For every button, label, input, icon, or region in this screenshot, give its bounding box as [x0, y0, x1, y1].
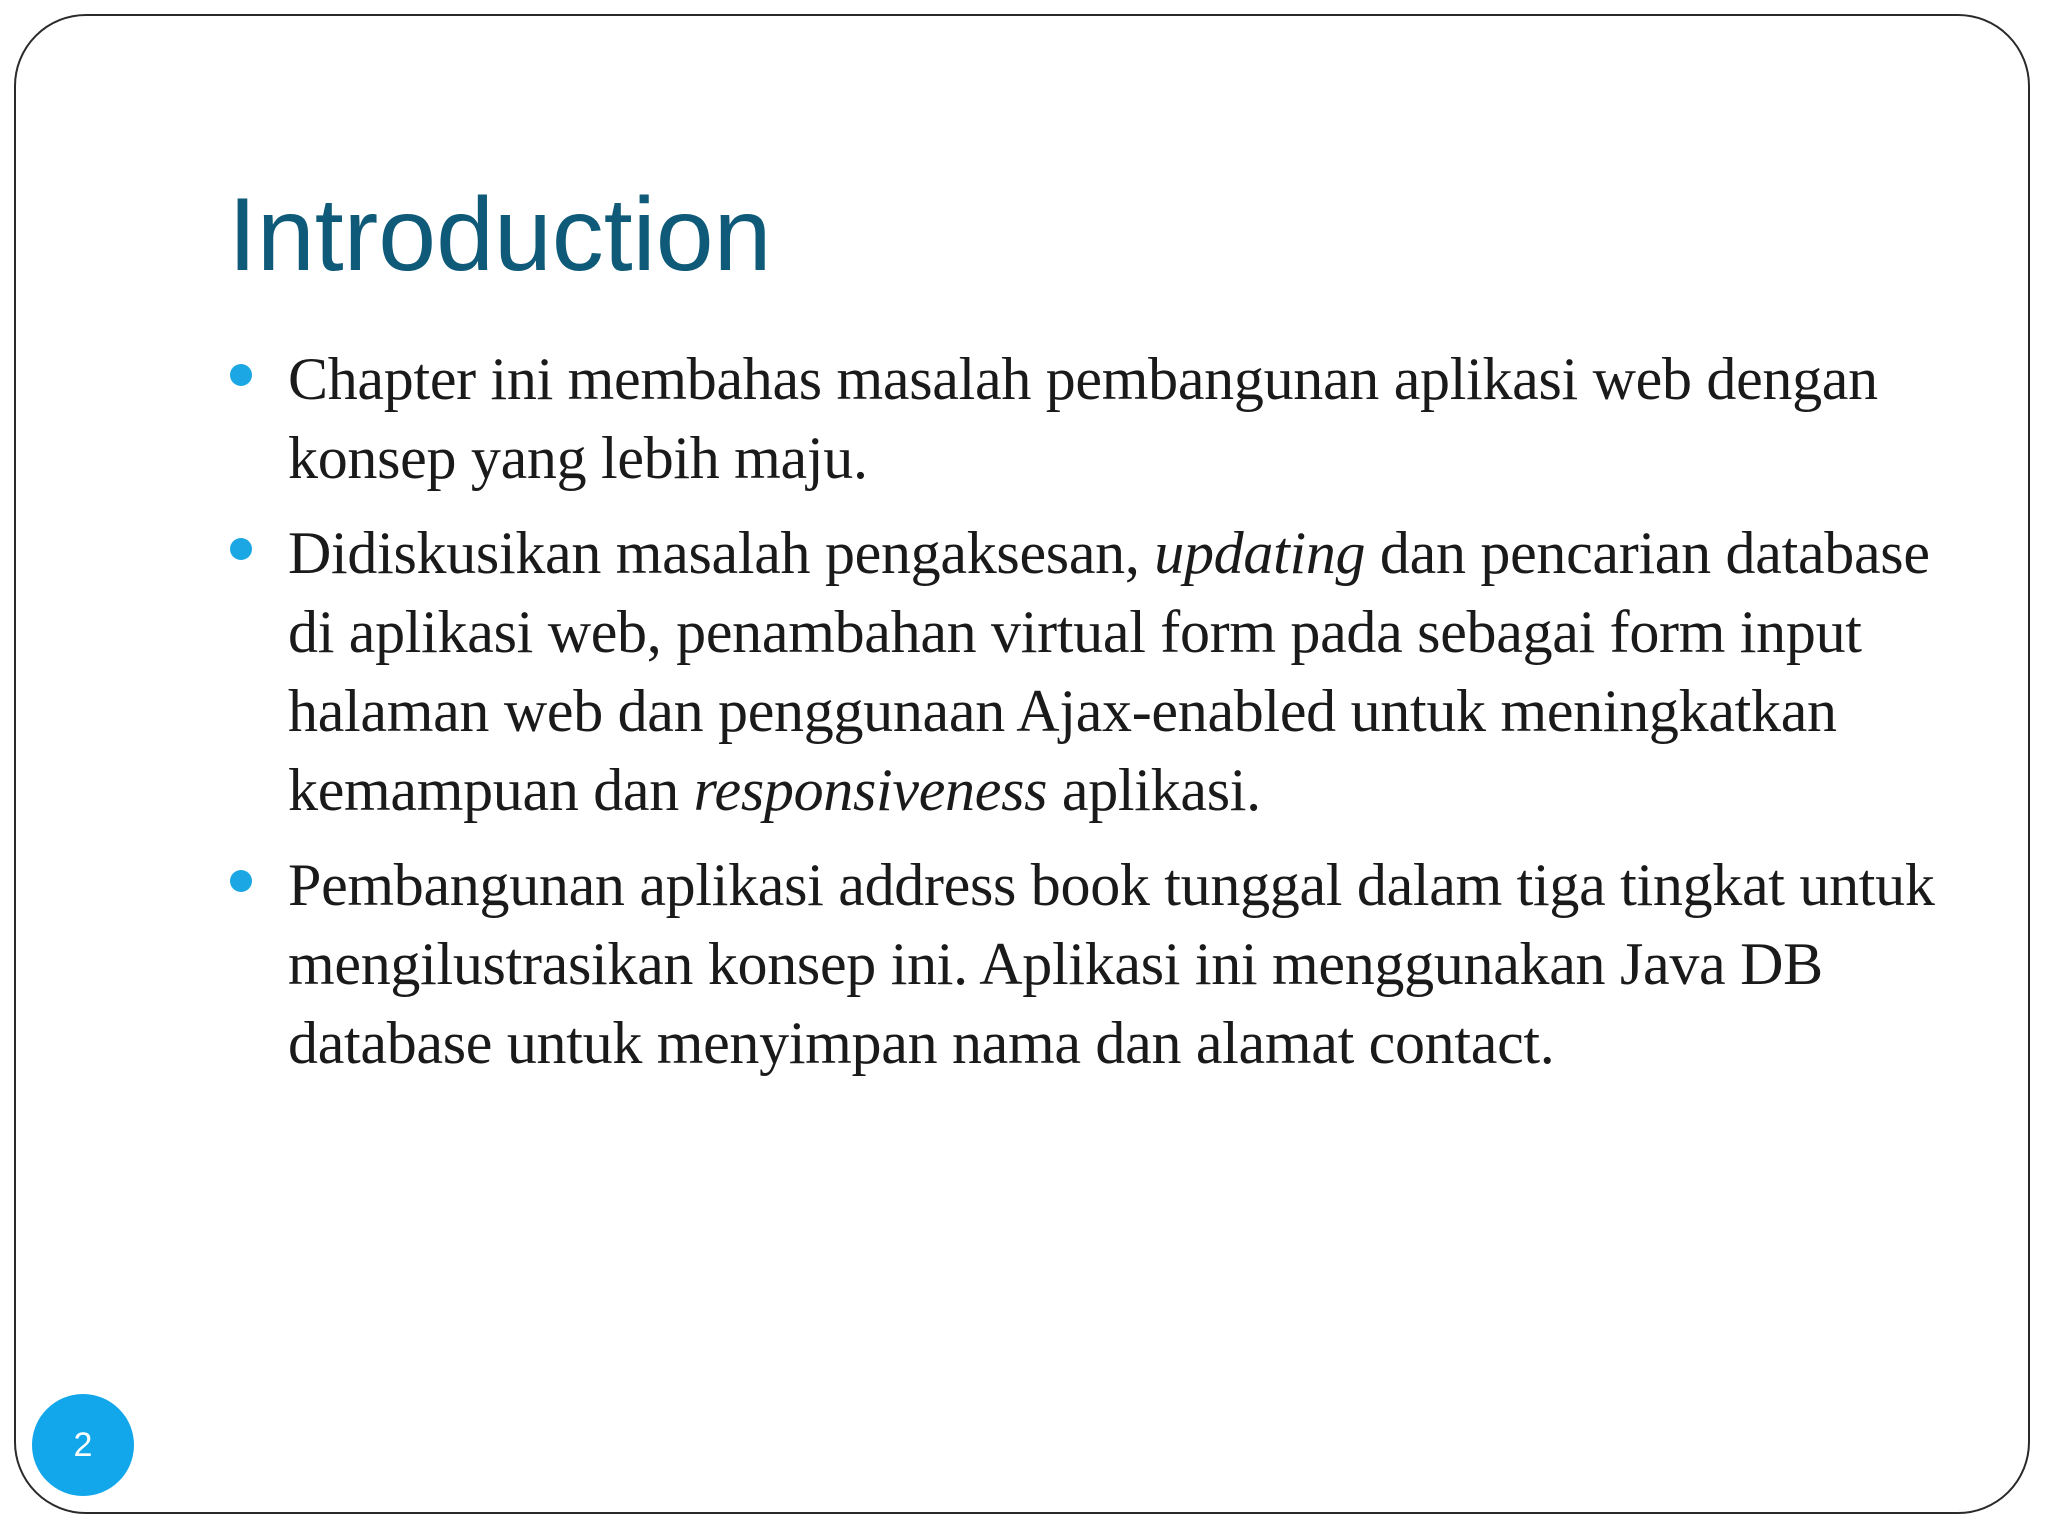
- bullet-text: [288, 846, 1948, 1083]
- bullet-text: [288, 514, 1948, 830]
- page-number-badge: 2: [32, 1394, 134, 1496]
- bullet-text-segment: Pembangunan aplikasi address book tunggal dalam tiga tingkat untuk mengilustrasikan konsep ini. Aplikasi ini menggunakan Java DB database untuk menyimpan nama dan alamat contact.: [288, 852, 1935, 1076]
- bullet-text-segment: dan pencarian database di aplikasi web, penambahan virtual form pada sebagai form input halaman web dan penggunaan Ajax-enabled untuk meningkatkan kemampuan dan: [288, 520, 1930, 823]
- bullet-item: [228, 514, 1948, 830]
- bullet-text-segment: Chapter ini membahas masalah pembangunan aplikasi web dengan konsep yang lebih maju.: [288, 346, 1878, 491]
- bullet-dot-icon: [230, 870, 252, 892]
- bullet-dot-icon: [230, 538, 252, 560]
- bullet-dot-icon: [230, 364, 252, 386]
- bullet-list: [228, 340, 1948, 1099]
- bullet-text-segment: aplikasi.: [1047, 757, 1261, 823]
- bullet-text: [288, 340, 1948, 498]
- bullet-text-segment: Didiskusikan masalah pengaksesan,: [288, 520, 1155, 586]
- slide-title: Introduction: [228, 177, 772, 293]
- bullet-item: [228, 846, 1948, 1083]
- bullet-item: [228, 340, 1948, 498]
- bullet-text-italic: responsiveness: [693, 757, 1048, 823]
- bullet-text-italic: updating: [1154, 520, 1366, 586]
